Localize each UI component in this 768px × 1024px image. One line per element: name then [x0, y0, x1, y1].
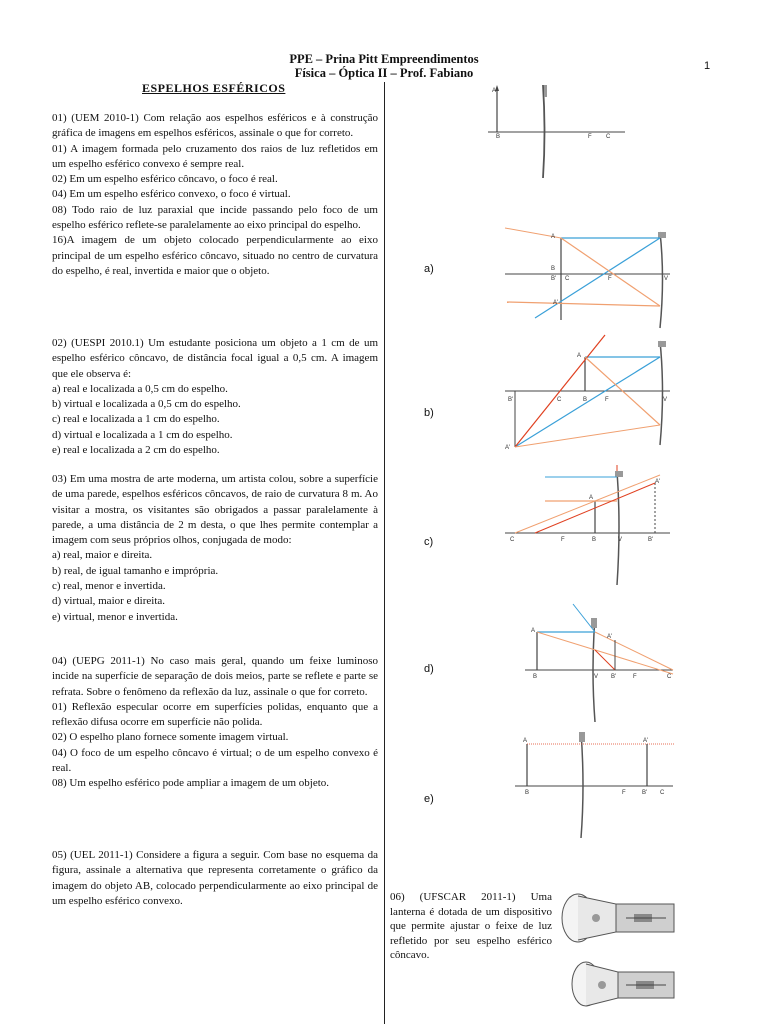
question-1-item: 04) Em um espelho esférico convexo, o foco é virtual. — [52, 188, 291, 201]
question-1-item: 16)A imagem de um objeto colocado perpendicularmente ao eixo principal de um espelho esférico côncavo, situado no centro de curvatura do espelho, é real, invertida e maior que o objeto. — [52, 234, 378, 277]
question-4-item: 04) O foco de um espelho côncavo é virtual; o de um espelho convexo é real. — [52, 746, 378, 775]
question-2-item: a) real e localizada a 0,5 cm do espelho. — [52, 382, 228, 395]
option-e-label: e) — [424, 793, 434, 805]
fig-c-label: A' — [655, 479, 661, 485]
question-5 — [52, 848, 378, 909]
option-c-label: c) — [424, 536, 434, 548]
fig-b-label: B — [583, 397, 588, 403]
fig-c-label: F — [561, 537, 565, 543]
question-5-stem: 05) (UEL 2011-1) Considere a figura a seguir. Com base no esquema da figura, assinale a alternativa que representa corretamente o gráfico da imagem do objeto AB, colocado perpendicularmente ao eixo principal de um espelho esférico convexo. — [52, 849, 378, 907]
figure-a — [505, 228, 675, 336]
fig-d-label: C — [667, 674, 672, 680]
question-4-item: 01) Reflexão especular ocorre em superfícies polidas, enquanto que a reflexão difusa ocorre em superfície não polida. — [52, 700, 378, 729]
question-3-item: d) virtual, maior e direita. — [52, 595, 166, 608]
flashlight-bottom-icon — [572, 962, 674, 1006]
fig-e-label: F — [622, 790, 626, 796]
question-1-item: 08) Todo raio de luz paraxial que incide passando pelo foco de um espelho esférico reflete-se paralelamente ao eixo principal do espelho. — [52, 203, 378, 232]
question-2-item: c) real e localizada a 1 cm do espelho. — [52, 413, 220, 426]
option-b-label: b) — [424, 407, 434, 419]
question-3-item: e) virtual, menor e invertida. — [52, 610, 178, 623]
question-4 — [52, 654, 378, 792]
fig-e-label: B — [525, 790, 530, 796]
fig-e-label: A — [523, 738, 528, 744]
question-1-item: 02) Em um espelho esférico côncavo, o foco é real. — [52, 173, 278, 186]
header-line-2: Física – Óptica II – Prof. Fabiano — [294, 66, 474, 80]
fig-main-label: B — [496, 134, 501, 140]
fig-a-label: B' — [551, 276, 557, 282]
flashlight-top-icon — [562, 894, 674, 942]
fig-d-label: A — [531, 628, 536, 634]
question-3-item: b) real, de igual tamanho e imprópria. — [52, 564, 219, 577]
question-2-item: b) virtual e localizada a 0,5 cm do espelho. — [52, 398, 241, 411]
fig-b-label: F — [605, 397, 609, 403]
option-a-label: a) — [424, 263, 434, 275]
question-4-stem: 04) (UEPG 2011-1) No caso mais geral, quando um feixe luminoso incide na superfície de separação de dois meios, parte se reflete e parte se refrata. Sobre o fenômeno da reflexão da luz, assinale o que for correto. — [52, 655, 378, 698]
question-2-item: d) virtual e localizada a 1 cm do espelho. — [52, 428, 233, 441]
fig-main-label: C — [606, 134, 611, 140]
fig-d-label: A' — [607, 634, 613, 640]
fig-a-label: A — [551, 234, 556, 240]
fig-main-label: F — [588, 134, 592, 140]
fig-b-label: B' — [508, 397, 514, 403]
fig-c-label: A — [589, 495, 594, 501]
figure-d — [525, 604, 675, 724]
header-line-1: PPE – Prina Pitt Empreendimentos — [289, 52, 479, 66]
fig-main-label: A — [492, 88, 497, 94]
fig-e-label: C — [660, 790, 665, 796]
section-title: ESPELHOS ESFÉRICOS — [142, 81, 286, 95]
fig-b-label: V — [663, 397, 668, 403]
fig-d-label: B' — [611, 674, 617, 680]
fig-a-label: B — [551, 266, 556, 272]
fig-b-label: A — [577, 353, 582, 359]
fig-b-label: A' — [505, 445, 511, 451]
question-3-item: c) real, menor e invertida. — [52, 580, 166, 593]
fig-d-label: V — [594, 674, 599, 680]
fig-a-label: C — [565, 276, 570, 282]
fig-c-label: B — [592, 537, 597, 543]
question-6-stem: 06) (UFSCAR 2011-1) Uma lanterna é dotada de um dispositivo que permite ajustar o feixe de luz refletido por seu espelho esférico côncavo. — [390, 891, 552, 962]
question-3 — [52, 472, 378, 625]
fig-b-label: C — [557, 397, 562, 403]
flashlight-illustration — [556, 888, 674, 1024]
fig-d-label: B — [533, 674, 538, 680]
fig-a-label: V — [664, 276, 669, 282]
question-3-item: a) real, maior e direita. — [52, 549, 153, 562]
column-divider — [384, 82, 385, 1024]
question-6 — [390, 890, 552, 963]
figure-b — [505, 335, 675, 455]
figure-main — [480, 80, 630, 186]
question-1-stem: 01) (UEM 2010-1) Com relação aos espelhos esféricos e à construção gráfica de imagens em espelhos esféricos, assinale o que for correto. — [52, 112, 378, 140]
page-number: 1 — [704, 60, 711, 72]
fig-a-label: F — [608, 276, 612, 282]
option-d-label: d) — [424, 663, 434, 675]
fig-c-label: V — [618, 537, 623, 543]
figure-e — [515, 730, 675, 840]
question-1 — [52, 111, 378, 279]
question-1-item: 01) A imagem formada pelo cruzamento dos raios de luz refletidos em um espelho esférico convexo é sempre real. — [52, 142, 378, 170]
fig-c-label: B' — [648, 537, 654, 543]
question-4-item: 08) Um espelho esférico pode ampliar a imagem de um objeto. — [52, 777, 330, 790]
question-2-item: e) real e localizada a 2 cm do espelho. — [52, 444, 220, 457]
fig-e-label: A' — [643, 738, 649, 744]
fig-c-label: C — [510, 537, 515, 543]
question-4-item: 02) O espelho plano fornece somente imagem virtual. — [52, 731, 289, 744]
fig-d-label: F — [633, 674, 637, 680]
fig-e-label: B' — [642, 790, 648, 796]
question-2-stem: 02) (UESPI 2010.1) Um estudante posiciona um objeto a 1 cm de um espelho esférico côncavo, de distância focal igual a 0,5 cm. A imagem que ele observa é: — [52, 337, 378, 380]
figure-c — [505, 465, 675, 595]
fig-a-label: A' — [553, 300, 559, 306]
question-2 — [52, 336, 378, 458]
question-3-stem: 03) Em uma mostra de arte moderna, um artista colou, sobre a superfície de uma parede, espelhos esféricos côncavos, de raio de curvatura 8 m. Ao visitar a mostra, os visitantes são obrigados a passar paralelamente à parede, a uma distância de 2 m desta, o que lhes permite contemplar a imagem com seus próprios olhos, conjugada de modo: — [52, 473, 378, 547]
